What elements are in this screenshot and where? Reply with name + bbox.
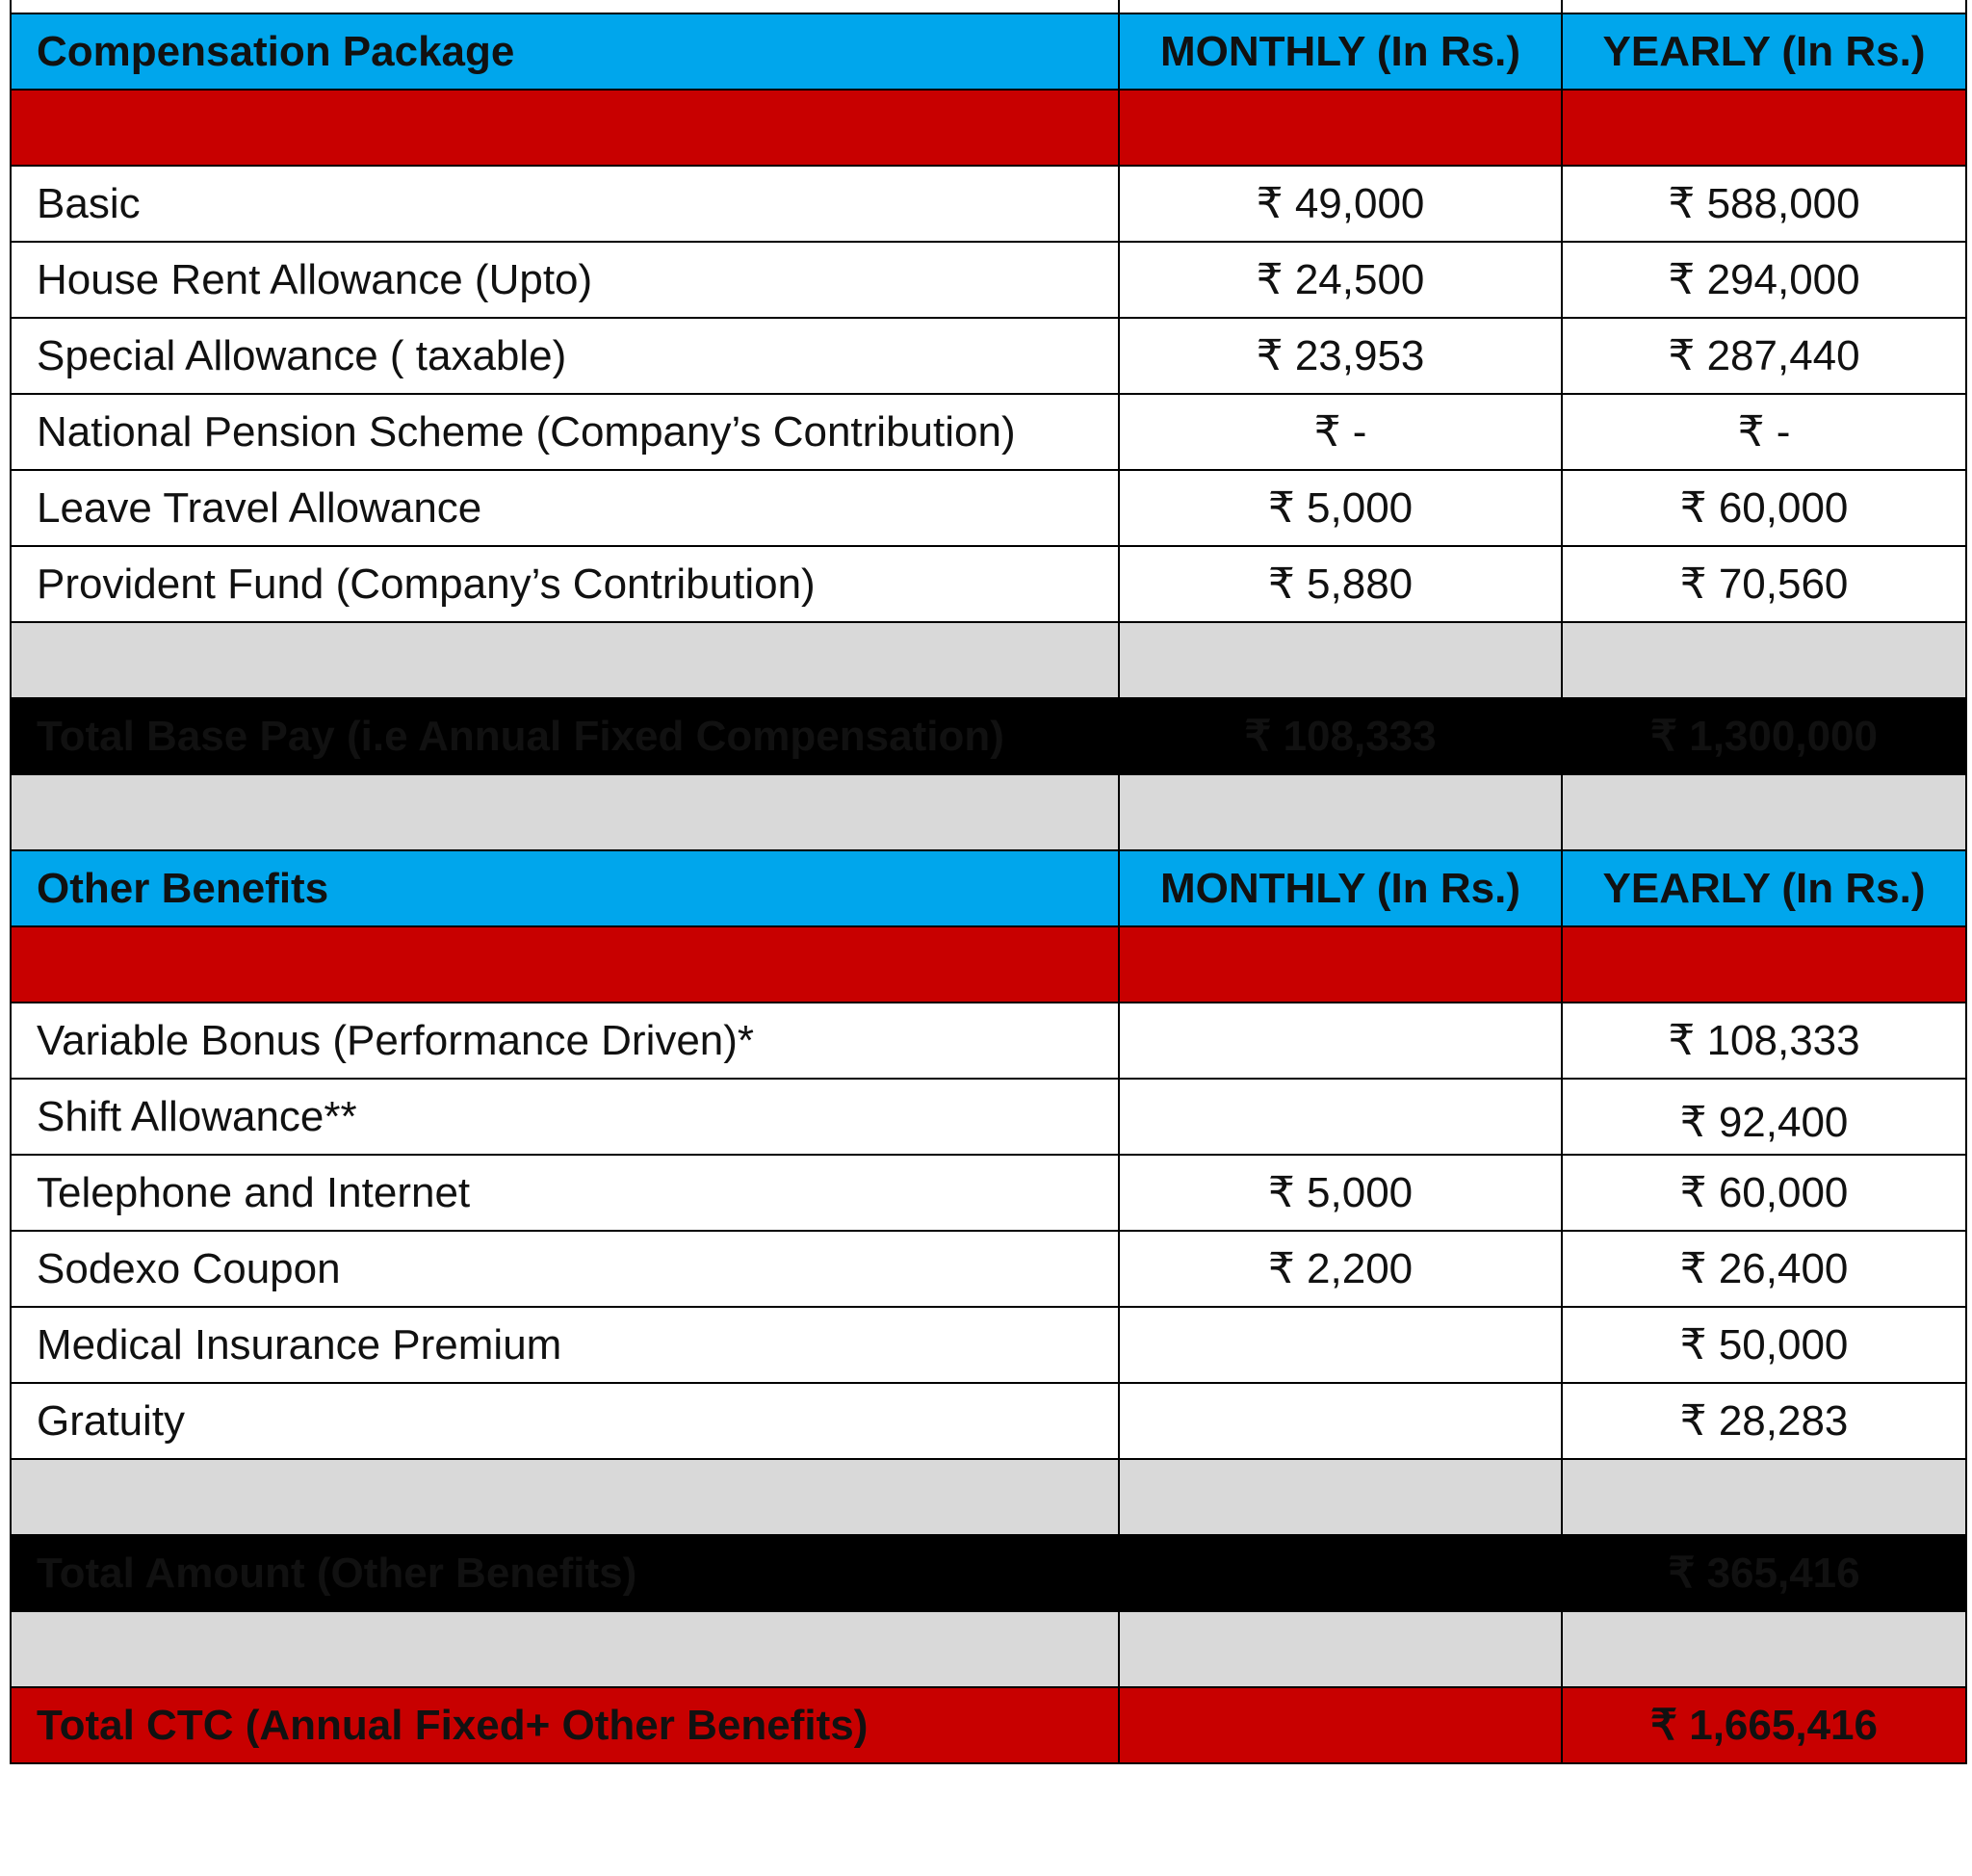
monthly-value: ₹ 24,500	[1119, 242, 1562, 318]
table-cell	[1119, 1459, 1562, 1535]
table-row	[11, 1307, 1966, 1383]
row-label: Gratuity	[11, 1383, 1119, 1459]
row-label: Variable Bonus (Performance Driven)*	[11, 1003, 1119, 1079]
row-label: Sodexo Coupon	[11, 1231, 1119, 1307]
row-label: Special Allowance ( taxable)	[11, 318, 1119, 394]
spacer-row	[11, 1459, 1966, 1535]
total-ctc-row	[11, 1687, 1966, 1763]
yearly-value: ₹ 60,000	[1562, 470, 1966, 546]
row-label: Leave Travel Allowance	[11, 470, 1119, 546]
table-cell	[1562, 1611, 1966, 1687]
table-cell	[1562, 774, 1966, 850]
monthly-value: ₹ -	[1119, 394, 1562, 470]
table-row	[11, 546, 1966, 622]
table-cell	[1562, 926, 1966, 1003]
table-row-top-edge	[11, 0, 1966, 13]
table-cell	[1119, 926, 1562, 1003]
row-label: National Pension Scheme (Company’s Contribution)	[11, 394, 1119, 470]
other-benefits-header-row	[11, 850, 1966, 926]
total-base-pay-row	[11, 698, 1966, 774]
total-ctc-monthly	[1119, 1687, 1562, 1763]
table-row	[11, 1003, 1966, 1079]
monthly-value	[1119, 1079, 1562, 1155]
table-cell	[11, 1611, 1119, 1687]
table-cell	[1119, 622, 1562, 698]
yearly-value: ₹ 70,560	[1562, 546, 1966, 622]
yearly-value: ₹ 60,000	[1562, 1155, 1966, 1231]
yearly-value: ₹ 50,000	[1562, 1307, 1966, 1383]
table-row	[11, 242, 1966, 318]
table-cell	[1119, 90, 1562, 166]
monthly-column-header: MONTHLY (In Rs.)	[1119, 13, 1562, 90]
table-cell	[1119, 0, 1562, 13]
yearly-value: ₹ 28,283	[1562, 1383, 1966, 1459]
table-cell	[1119, 1611, 1562, 1687]
table-row	[11, 394, 1966, 470]
red-band-row	[11, 90, 1966, 166]
yearly-value: ₹ 588,000	[1562, 166, 1966, 242]
yearly-value: ₹ 287,440	[1562, 318, 1966, 394]
table-cell	[11, 774, 1119, 850]
spacer-row	[11, 622, 1966, 698]
table-cell	[11, 926, 1119, 1003]
total-other-benefits-row	[11, 1535, 1966, 1611]
row-label: Shift Allowance**	[11, 1079, 1119, 1155]
monthly-value: ₹ 5,000	[1119, 1155, 1562, 1231]
monthly-value: ₹ 49,000	[1119, 166, 1562, 242]
total-other-benefits-label: Total Amount (Other Benefits)	[11, 1535, 1119, 1611]
table-row	[11, 1383, 1966, 1459]
monthly-value: ₹ 5,000	[1119, 470, 1562, 546]
monthly-value: ₹ 5,880	[1119, 546, 1562, 622]
row-label: Provident Fund (Company’s Contribution)	[11, 546, 1119, 622]
row-label: Telephone and Internet	[11, 1155, 1119, 1231]
monthly-value: ₹ 2,200	[1119, 1231, 1562, 1307]
table-row	[11, 166, 1966, 242]
table-cell	[11, 0, 1119, 13]
table-cell	[11, 90, 1119, 166]
yearly-value-text: ₹ 92,400	[1679, 1099, 1849, 1146]
table-row	[11, 1079, 1966, 1155]
yearly-value: ₹ 108,333	[1562, 1003, 1966, 1079]
table-row	[11, 1231, 1966, 1307]
yearly-value	[1562, 1079, 1966, 1155]
total-base-pay-label: Total Base Pay (i.e Annual Fixed Compensation)	[11, 698, 1119, 774]
table-cell	[1562, 622, 1966, 698]
row-label: Basic	[11, 166, 1119, 242]
yearly-column-header: YEARLY (In Rs.)	[1562, 13, 1966, 90]
table-cell	[1119, 774, 1562, 850]
red-band-row	[11, 926, 1966, 1003]
table-cell	[1562, 1459, 1966, 1535]
total-ctc-label: Total CTC (Annual Fixed+ Other Benefits)	[11, 1687, 1119, 1763]
yearly-value: ₹ -	[1562, 394, 1966, 470]
total-ctc-yearly: ₹ 1,665,416	[1562, 1687, 1966, 1763]
spacer-row	[11, 1611, 1966, 1687]
total-base-pay-yearly: ₹ 1,300,000	[1562, 698, 1966, 774]
table-cell	[11, 622, 1119, 698]
yearly-value: ₹ 294,000	[1562, 242, 1966, 318]
monthly-value: ₹ 23,953	[1119, 318, 1562, 394]
table-row	[11, 318, 1966, 394]
monthly-value	[1119, 1003, 1562, 1079]
table-cell	[1562, 90, 1966, 166]
monthly-value	[1119, 1383, 1562, 1459]
table-cell	[1562, 0, 1966, 13]
row-label: House Rent Allowance (Upto)	[11, 242, 1119, 318]
yearly-column-header: YEARLY (In Rs.)	[1562, 850, 1966, 926]
total-other-benefits-monthly	[1119, 1535, 1562, 1611]
spacer-row	[11, 774, 1966, 850]
monthly-value	[1119, 1307, 1562, 1383]
other-benefits-header-label: Other Benefits	[11, 850, 1119, 926]
table-cell	[11, 1459, 1119, 1535]
row-label: Medical Insurance Premium	[11, 1307, 1119, 1383]
compensation-header-label: Compensation Package	[11, 13, 1119, 90]
monthly-column-header: MONTHLY (In Rs.)	[1119, 850, 1562, 926]
table-row	[11, 470, 1966, 546]
compensation-table	[10, 0, 1967, 1764]
total-base-pay-monthly: ₹ 108,333	[1119, 698, 1562, 774]
compensation-header-row	[11, 13, 1966, 90]
total-other-benefits-yearly: ₹ 365,416	[1562, 1535, 1966, 1611]
table-row	[11, 1155, 1966, 1231]
yearly-value: ₹ 26,400	[1562, 1231, 1966, 1307]
